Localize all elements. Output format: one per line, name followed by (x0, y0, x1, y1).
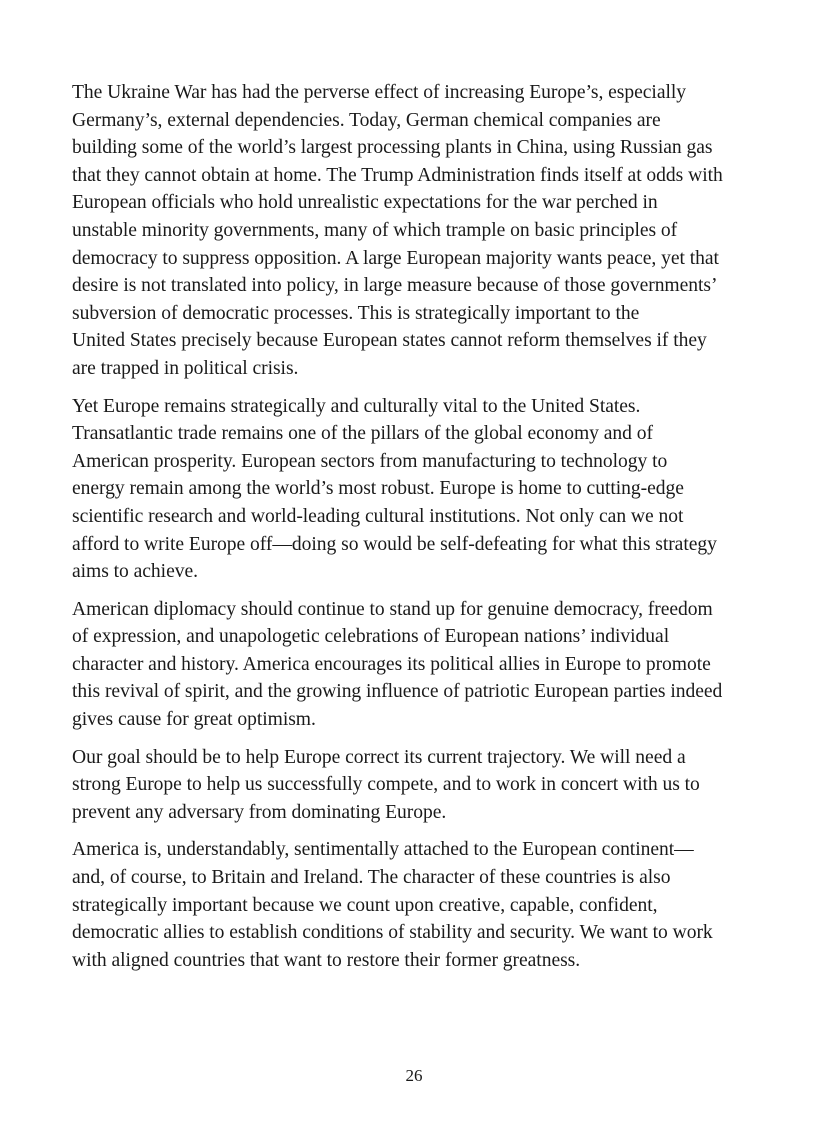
text-line: this revival of spirit, and the growing influence of patriotic European parties indeed (72, 681, 723, 703)
text-line: democratic allies to establish conditions of stability and security. We want to work (72, 922, 713, 944)
text-line: democracy to suppress opposition. A large European majority wants peace, yet that (72, 247, 719, 269)
text-line: subversion of democratic processes. This is strategically important to the (72, 302, 640, 324)
text-line: energy remain among the world’s most robust. Europe is home to cutting-edge (72, 478, 684, 500)
text-line: American diplomacy should continue to stand up for genuine democracy, freedom (72, 598, 713, 620)
text-line: Transatlantic trade remains one of the pillars of the global economy and of (72, 423, 653, 445)
text-line: America is, understandably, sentimentally attached to the European continent— (72, 839, 694, 861)
text-line: aims to achieve. (72, 561, 198, 583)
text-line: of expression, and unapologetic celebrations of European nations’ individual (72, 626, 670, 648)
text-line: unstable minority governments, many of which trample on basic principles of (72, 219, 678, 241)
paragraph-american-diplomacy (72, 596, 772, 734)
text-line: Germany’s, external dependencies. Today, German chemical companies are (72, 109, 661, 131)
text-line: strategically important because we count upon creative, capable, confident, (72, 894, 658, 916)
paragraph-europe-vital (72, 393, 772, 586)
text-line: desire is not translated into policy, in large measure because of those governments’ (72, 275, 718, 297)
text-line: building some of the world’s largest processing plants in China, using Russian gas (72, 137, 713, 159)
text-line: The Ukraine War has had the perverse effect of increasing Europe’s, especially (72, 82, 687, 103)
text-line: character and history. America encourages its political allies in Europe to promote (72, 653, 711, 675)
text-line: gives cause for great optimism. (72, 709, 316, 731)
text-line: Our goal should be to help Europe correct its current trajectory. We will need a (72, 746, 686, 768)
document-body (72, 79, 772, 984)
text-line: with aligned countries that want to restore their former greatness. (72, 949, 581, 971)
paragraph-sentimental-attachment (72, 836, 772, 974)
text-line: prevent any adversary from dominating Europe. (72, 801, 447, 823)
text-line: scientific research and world-leading cultural institutions. Not only can we not (72, 505, 684, 527)
text-line: Yet Europe remains strategically and culturally vital to the United States. (72, 395, 641, 417)
paragraph-our-goal (72, 744, 772, 827)
text-line: afford to write Europe off—doing so would be self-defeating for what this strategy (72, 533, 717, 555)
text-line: and, of course, to Britain and Ireland. The character of these countries is also (72, 867, 671, 889)
text-line: are trapped in political crisis. (72, 357, 299, 379)
text-line: strong Europe to help us successfully compete, and to work in concert with us to (72, 774, 700, 796)
text-line: American prosperity. European sectors from manufacturing to technology to (72, 450, 668, 472)
text-line: that they cannot obtain at home. The Trump Administration finds itself at odds with (72, 164, 723, 186)
text-line: European officials who hold unrealistic expectations for the war perched in (72, 192, 658, 214)
text-line: United States precisely because European states cannot reform themselves if they (72, 330, 707, 352)
paragraph-ukraine-war-dependencies (72, 79, 772, 383)
page-number: 26 (405, 1066, 423, 1085)
